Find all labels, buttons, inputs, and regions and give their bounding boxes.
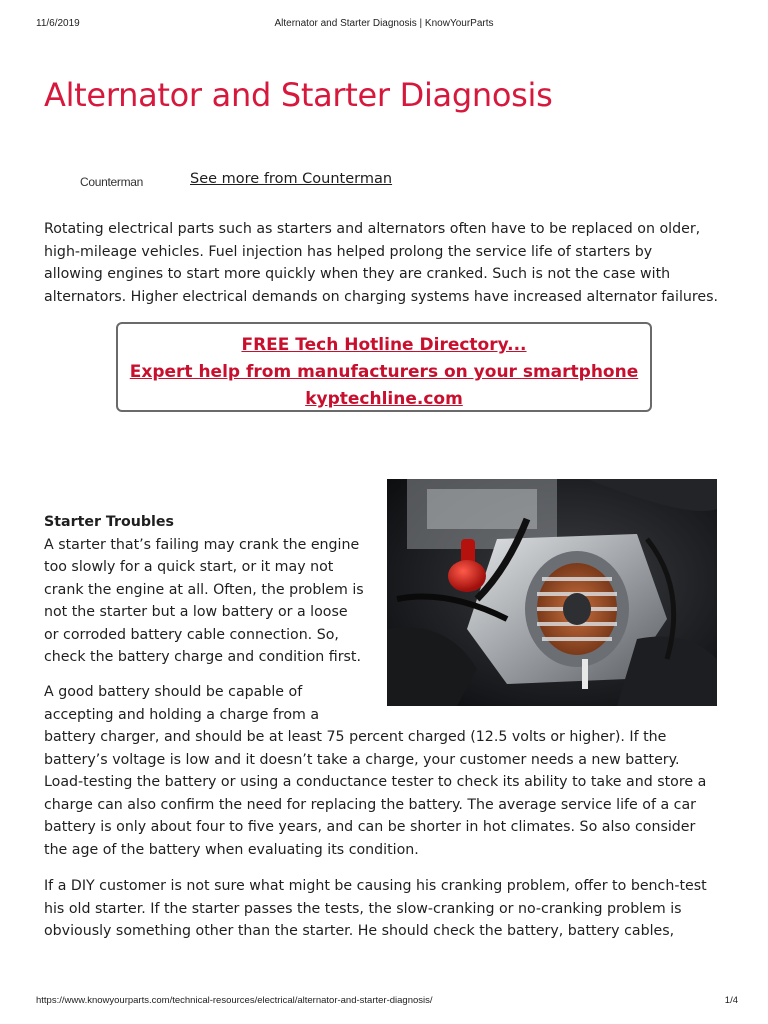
intro-paragraph [44,218,718,308]
paragraph-line: If a DIY customer is not sure what might be causing his cranking problem, offer to bench-test [44,878,707,894]
promo-link-directory[interactable]: FREE Tech Hotline Directory... [241,335,527,355]
paragraph-line: not the starter but a low battery or a loose [44,604,348,620]
paragraph-line: his old starter. If the starter passes the tests, the slow-cranking or no-cranking problem is [44,900,682,917]
diy-paragraph [44,875,707,943]
promo-link-site[interactable]: kyptechline.com [305,389,463,409]
paragraph-line: A good battery should be capable of [44,684,303,700]
page-number: 1/4 [724,995,738,1006]
page-title: Alternator and Starter Diagnosis [44,76,553,114]
paragraph-line: accepting and holding a charge from a [44,706,320,723]
alternator-photo [387,479,717,706]
section-heading: Starter Troubles [44,514,174,530]
source-name: Counterman [80,175,144,189]
paragraph-line: high-mileage vehicles. Fuel injection has helped prolong the service life of starters by [44,243,653,260]
paragraph-line: A starter that’s failing may crank the engine [44,536,360,553]
print-header [0,18,768,32]
paragraph-line: the age of the battery when evaluating its condition. [44,841,419,858]
paragraph-line: or corroded battery cable connection. So, [44,626,339,643]
paragraph-line: battery charger, and should be at least 75 percent charged (12.5 volts or higher). If the [44,729,667,745]
print-url: https://www.knowyourparts.com/technical-resources/electrical/alternator-and-starter-diagnosis/ [36,995,433,1006]
paragraph-line: obviously something other than the starter. He should check the battery, battery cables, [44,923,675,939]
paragraph-line: allowing engines to start more quickly when they are cranked. Such is not the case with [44,266,671,282]
paragraph-line: battery is only about four to five years, and can be shorter in hot climates. So also consider [44,819,696,835]
starter-troubles-paragraph [44,511,364,669]
paragraph-line: Load-testing the battery or using a conductance tester to check its ability to take and store a [44,774,707,790]
print-date: 11/6/2019 [36,18,80,29]
byline [0,171,768,193]
promo-box [116,322,652,412]
print-footer [0,995,768,1009]
paragraph-line: alternators. Higher electrical demands on charging systems have increased alternator failures. [44,288,719,305]
paragraph-line: battery’s voltage is low and it doesn’t take a charge, your customer needs a new battery. [44,751,680,768]
paragraph-line: Rotating electrical parts such as starters and alternators often have to be replaced on older, [44,221,701,237]
paragraph-line: too slowly for a quick start, or it may not [44,559,334,575]
paragraph-line: charge can also confirm the need for replacing the battery. The average service life of a car [44,796,696,813]
engine-bay-illustration [387,479,717,706]
see-more-link[interactable]: See more from Counterman [190,171,393,187]
print-doc-title: Alternator and Starter Diagnosis | KnowYourParts [274,18,494,29]
promo-link-expert-help[interactable]: Expert help from manufacturers on your smartphone [129,362,639,382]
battery-paragraph [44,681,706,861]
paragraph-line: check the battery charge and condition first. [44,649,361,665]
paragraph-line: crank the engine at all. Often, the problem is [44,581,364,598]
